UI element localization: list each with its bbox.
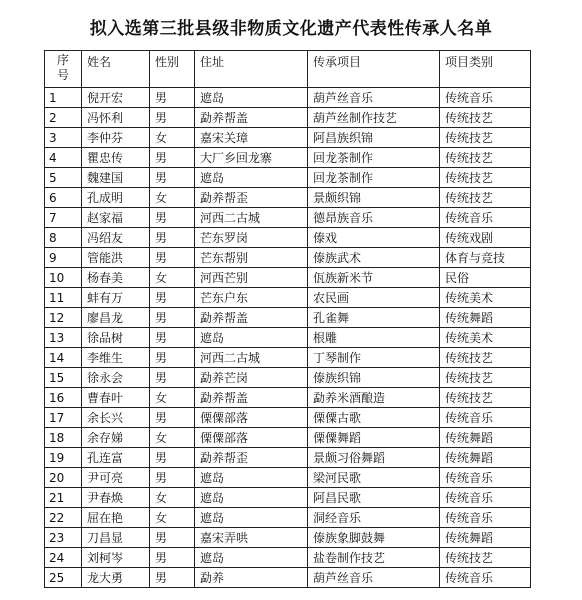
cell-seq: 5	[45, 168, 82, 188]
cell-category: 传统技艺	[440, 168, 531, 188]
cell-gender: 男	[150, 568, 195, 588]
table-row	[45, 508, 531, 528]
cell-address: 傈僳部落	[195, 428, 308, 448]
table-row	[45, 188, 531, 208]
cell-gender: 男	[150, 528, 195, 548]
cell-gender: 男	[150, 548, 195, 568]
cell-category: 传统技艺	[440, 548, 531, 568]
cell-gender: 女	[150, 488, 195, 508]
cell-name: 刘柯岑	[82, 548, 150, 568]
cell-address: 遮岛	[195, 468, 308, 488]
cell-project: 勐养米酒酿造	[308, 388, 440, 408]
cell-address: 河西二古城	[195, 208, 308, 228]
cell-seq: 14	[45, 348, 82, 368]
table-row	[45, 488, 531, 508]
cell-name: 曹春叶	[82, 388, 150, 408]
cell-category: 传统技艺	[440, 348, 531, 368]
cell-name: 龙大勇	[82, 568, 150, 588]
cell-category: 传统技艺	[440, 388, 531, 408]
cell-project: 傣族织锦	[308, 368, 440, 388]
cell-name: 徐永会	[82, 368, 150, 388]
table-row	[45, 428, 531, 448]
cell-address: 嘉宋关璋	[195, 128, 308, 148]
header-seq	[45, 51, 82, 88]
cell-project: 葫芦丝制作技艺	[308, 108, 440, 128]
cell-address: 芒东户东	[195, 288, 308, 308]
cell-name: 杨春美	[82, 268, 150, 288]
cell-seq: 18	[45, 428, 82, 448]
table-row	[45, 268, 531, 288]
header-address: 住址	[195, 51, 308, 88]
table-row	[45, 288, 531, 308]
cell-seq: 6	[45, 188, 82, 208]
cell-seq: 22	[45, 508, 82, 528]
cell-name: 蚌有万	[82, 288, 150, 308]
header-seq-line1: 序	[56, 53, 69, 67]
cell-category: 民俗	[440, 268, 531, 288]
cell-seq: 9	[45, 248, 82, 268]
cell-seq: 8	[45, 228, 82, 248]
cell-gender: 男	[150, 108, 195, 128]
cell-gender: 男	[150, 88, 195, 108]
cell-category: 传统戏剧	[440, 228, 531, 248]
cell-gender: 男	[150, 208, 195, 228]
cell-category: 传统技艺	[440, 108, 531, 128]
cell-project: 丁琴制作	[308, 348, 440, 368]
cell-address: 勐养帮盖	[195, 308, 308, 328]
table-row	[45, 208, 531, 228]
cell-gender: 女	[150, 188, 195, 208]
cell-address: 勐养帮歪	[195, 448, 308, 468]
cell-category: 传统音乐	[440, 408, 531, 428]
cell-category: 传统音乐	[440, 468, 531, 488]
cell-seq: 1	[45, 88, 82, 108]
cell-seq: 11	[45, 288, 82, 308]
cell-name: 余存娣	[82, 428, 150, 448]
cell-gender: 男	[150, 368, 195, 388]
cell-name: 李仲芬	[82, 128, 150, 148]
cell-address: 勐养	[195, 568, 308, 588]
cell-gender: 女	[150, 268, 195, 288]
cell-seq: 15	[45, 368, 82, 388]
table-row	[45, 568, 531, 588]
cell-name: 冯怀利	[82, 108, 150, 128]
cell-address: 遮岛	[195, 328, 308, 348]
table-row	[45, 368, 531, 388]
cell-project: 傣族象脚鼓舞	[308, 528, 440, 548]
cell-address: 遮岛	[195, 488, 308, 508]
cell-name: 徐品树	[82, 328, 150, 348]
cell-project: 梁河民歌	[308, 468, 440, 488]
cell-address: 大厂乡回龙寨	[195, 148, 308, 168]
header-gender: 性别	[150, 51, 195, 88]
cell-project: 盐卷制作技艺	[308, 548, 440, 568]
cell-address: 遮岛	[195, 88, 308, 108]
cell-seq: 24	[45, 548, 82, 568]
header-category: 项目类别	[440, 51, 531, 88]
table-row	[45, 468, 531, 488]
table-row	[45, 128, 531, 148]
cell-address: 勐养帮歪	[195, 188, 308, 208]
cell-seq: 3	[45, 128, 82, 148]
cell-gender: 男	[150, 308, 195, 328]
cell-project: 葫芦丝音乐	[308, 568, 440, 588]
cell-seq: 20	[45, 468, 82, 488]
cell-address: 遮岛	[195, 548, 308, 568]
cell-seq: 19	[45, 448, 82, 468]
cell-category: 传统美术	[440, 288, 531, 308]
cell-address: 勐养芒岗	[195, 368, 308, 388]
cell-name: 孔连富	[82, 448, 150, 468]
cell-gender: 男	[150, 448, 195, 468]
table-body	[45, 88, 531, 588]
cell-gender: 男	[150, 348, 195, 368]
table-row	[45, 88, 531, 108]
cell-address: 遮岛	[195, 168, 308, 188]
cell-seq: 12	[45, 308, 82, 328]
cell-address: 河西芒别	[195, 268, 308, 288]
cell-seq: 17	[45, 408, 82, 428]
cell-project: 德昂族音乐	[308, 208, 440, 228]
cell-category: 传统音乐	[440, 508, 531, 528]
header-project: 传承项目	[308, 51, 440, 88]
cell-project: 阿昌民歌	[308, 488, 440, 508]
cell-category: 传统音乐	[440, 88, 531, 108]
cell-name: 刀昌显	[82, 528, 150, 548]
cell-gender: 女	[150, 388, 195, 408]
cell-category: 传统音乐	[440, 208, 531, 228]
header-name: 姓名	[82, 51, 150, 88]
cell-project: 农民画	[308, 288, 440, 308]
cell-gender: 男	[150, 468, 195, 488]
cell-address: 芒东帮别	[195, 248, 308, 268]
cell-project: 傣族武术	[308, 248, 440, 268]
cell-address: 芒东罗岗	[195, 228, 308, 248]
cell-address: 遮岛	[195, 508, 308, 528]
table-row	[45, 408, 531, 428]
cell-project: 回龙茶制作	[308, 148, 440, 168]
cell-category: 传统技艺	[440, 148, 531, 168]
table-row	[45, 228, 531, 248]
cell-category: 传统舞蹈	[440, 428, 531, 448]
cell-name: 孔成明	[82, 188, 150, 208]
cell-category: 体育与竞技	[440, 248, 531, 268]
cell-name: 管能洪	[82, 248, 150, 268]
table-row	[45, 528, 531, 548]
cell-address: 勐养帮盖	[195, 108, 308, 128]
cell-gender: 男	[150, 288, 195, 308]
cell-project: 孔雀舞	[308, 308, 440, 328]
cell-project: 阿昌族织锦	[308, 128, 440, 148]
cell-project: 根雕	[308, 328, 440, 348]
cell-seq: 4	[45, 148, 82, 168]
cell-name: 屈在艳	[82, 508, 150, 528]
cell-name: 魏建国	[82, 168, 150, 188]
cell-project: 葫芦丝音乐	[308, 88, 440, 108]
cell-gender: 男	[150, 408, 195, 428]
cell-project: 洞经音乐	[308, 508, 440, 528]
cell-name: 廖昌龙	[82, 308, 150, 328]
cell-name: 瞿忠传	[82, 148, 150, 168]
cell-name: 冯绍友	[82, 228, 150, 248]
cell-gender: 男	[150, 228, 195, 248]
cell-category: 传统美术	[440, 328, 531, 348]
table-row	[45, 348, 531, 368]
cell-name: 倪开宏	[82, 88, 150, 108]
cell-seq: 21	[45, 488, 82, 508]
cell-gender: 男	[150, 168, 195, 188]
cell-name: 尹春焕	[82, 488, 150, 508]
cell-seq: 16	[45, 388, 82, 408]
cell-seq: 25	[45, 568, 82, 588]
table-row	[45, 448, 531, 468]
cell-seq: 2	[45, 108, 82, 128]
table-row	[45, 308, 531, 328]
cell-gender: 男	[150, 248, 195, 268]
cell-seq: 7	[45, 208, 82, 228]
cell-seq: 13	[45, 328, 82, 348]
cell-name: 李维生	[82, 348, 150, 368]
cell-project: 傣戏	[308, 228, 440, 248]
cell-address: 傈僳部落	[195, 408, 308, 428]
heritage-inheritors-table	[44, 50, 531, 588]
table-header-row	[45, 51, 531, 88]
cell-project: 傈僳舞蹈	[308, 428, 440, 448]
document-title: 拟入选第三批县级非物质文化遗产代表性传承人名单	[89, 19, 493, 39]
header-seq-line2: 号	[56, 68, 69, 82]
cell-address: 嘉宋弄哄	[195, 528, 308, 548]
table-row	[45, 248, 531, 268]
cell-address: 河西二古城	[195, 348, 308, 368]
cell-gender: 女	[150, 508, 195, 528]
cell-gender: 男	[150, 148, 195, 168]
cell-project: 回龙茶制作	[308, 168, 440, 188]
cell-project: 景颇习俗舞蹈	[308, 448, 440, 468]
cell-category: 传统音乐	[440, 568, 531, 588]
cell-category: 传统舞蹈	[440, 308, 531, 328]
cell-seq: 23	[45, 528, 82, 548]
cell-category: 传统舞蹈	[440, 528, 531, 548]
cell-category: 传统舞蹈	[440, 448, 531, 468]
cell-name: 赵家福	[82, 208, 150, 228]
cell-project: 傈僳古歌	[308, 408, 440, 428]
cell-category: 传统音乐	[440, 488, 531, 508]
cell-seq: 10	[45, 268, 82, 288]
cell-address: 勐养帮盖	[195, 388, 308, 408]
cell-gender: 男	[150, 328, 195, 348]
cell-gender: 女	[150, 428, 195, 448]
table-row	[45, 148, 531, 168]
cell-project: 景颇织锦	[308, 188, 440, 208]
cell-name: 余长兴	[82, 408, 150, 428]
cell-name: 尹可亮	[82, 468, 150, 488]
table-row	[45, 168, 531, 188]
table-row	[45, 388, 531, 408]
table-row	[45, 548, 531, 568]
table-row	[45, 328, 531, 348]
cell-project: 佤族新米节	[308, 268, 440, 288]
cell-category: 传统技艺	[440, 128, 531, 148]
cell-category: 传统技艺	[440, 188, 531, 208]
cell-category: 传统技艺	[440, 368, 531, 388]
cell-gender: 女	[150, 128, 195, 148]
table-row	[45, 108, 531, 128]
